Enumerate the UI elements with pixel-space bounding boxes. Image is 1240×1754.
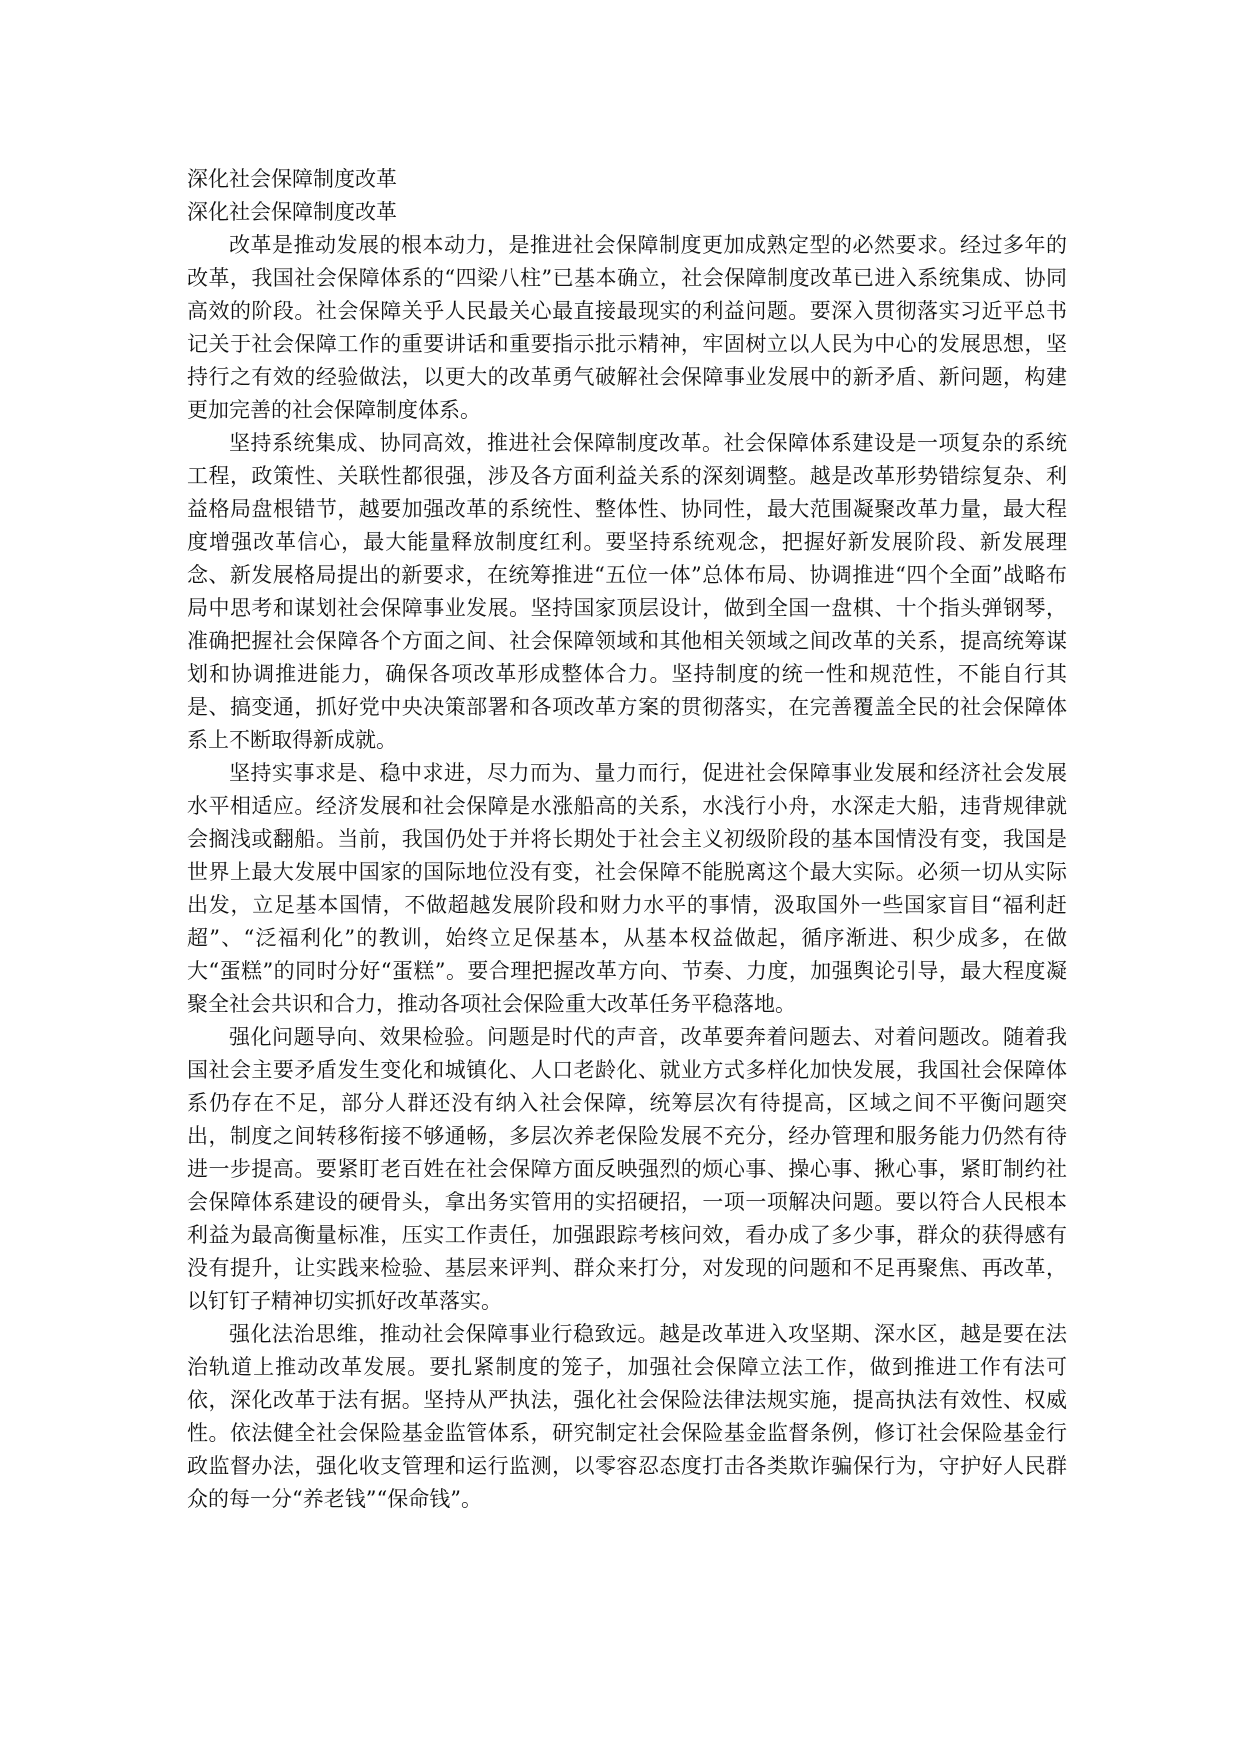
document-body [187, 163, 1067, 1516]
paragraph-1: 改革是推动发展的根本动力，是推进社会保障制度更加成熟定型的必然要求。经过多年的改革，我国社会保障体系的“四梁八柱”已基本确立，社会保障制度改革已进入系统集成、协同高效的阶段。社会保障关乎人民最关心最直接最现实的利益问题。要深入贯彻落实习近平总书记关于社会保障工作的重要讲话和重要指示批示精神，牢固树立以人民为中心的发展思想，坚持行之有效的经验做法，以更大的改革勇气破解社会保障事业发展中的新矛盾、新问题，构建更加完善的社会保障制度体系。 [187, 233, 1067, 422]
paragraph-4: 强化问题导向、效果检验。问题是时代的声音，改革要奔着问题去、对着问题改。随着我国社会主要矛盾发生变化和城镇化、人口老龄化、就业方式多样化加快发展，我国社会保障体系仍存在不足，部分人群还没有纳入社会保障，统筹层次有待提高，区域之间不平衡问题突出，制度之间转移衔接不够通畅，多层次养老保险发展不充分，经办管理和服务能力仍然有待进一步提高。要紧盯老百姓在社会保障方面反映强烈的烦心事、操心事、揪心事，紧盯制约社会保障体系建设的硬骨头，拿出务实管用的实招硬招，一项一项解决问题。要以符合人民根本利益为最高衡量标准，压实工作责任，加强跟踪考核问效，看办成了多少事，群众的获得感有没有提升，让实践来检验、基层来评判、群众来打分，对发现的问题和不足再聚焦、再改革，以钉钉子精神切实抓好改革落实。 [187, 1025, 1067, 1313]
paragraph-5: 强化法治思维，推动社会保障事业行稳致远。越是改革进入攻坚期、深水区，越是要在法治轨道上推动改革发展。要扎紧制度的笼子，加强社会保障立法工作，做到推进工作有法可依，深化改革于法有据。坚持从严执法，强化社会保险法律法规实施，提高执法有效性、权威性。依法健全社会保险基金监管体系，研究制定社会保险基金监督条例，修订社会保险基金行政监督办法，强化收支管理和运行监测，以零容忍态度打击各类欺诈骗保行为，守护好人民群众的每一分“养老钱”“保命钱”。 [187, 1322, 1067, 1511]
document-title: 深化社会保障制度改革 [187, 167, 397, 191]
document-subtitle: 深化社会保障制度改革 [187, 200, 397, 224]
paragraph-2: 坚持系统集成、协同高效，推进社会保障制度改革。社会保障体系建设是一项复杂的系统工程，政策性、关联性都很强，涉及各方面利益关系的深刻调整。越是改革形势错综复杂、利益格局盘根错节，越要加强改革的系统性、整体性、协同性，最大范围凝聚改革力量，最大程度增强改革信心，最大能量释放制度红利。要坚持系统观念，把握好新发展阶段、新发展理念、新发展格局提出的新要求，在统筹推进“五位一体”总体布局、协调推进“四个全面”战略布局中思考和谋划社会保障事业发展。坚持国家顶层设计，做到全国一盘棋、十个指头弹钢琴，准确把握社会保障各个方面之间、社会保障领域和其他相关领域之间改革的关系，提高统筹谋划和协调推进能力，确保各项改革形成整体合力。坚持制度的统一性和规范性，不能自行其是、搞变通，抓好党中央决策部署和各项改革方案的贯彻落实，在完善覆盖全民的社会保障体系上不断取得新成就。 [187, 431, 1067, 752]
paragraph-3: 坚持实事求是、稳中求进，尽力而为、量力而行，促进社会保障事业发展和经济社会发展水平相适应。经济发展和社会保障是水涨船高的关系，水浅行小舟，水深走大船，违背规律就会搁浅或翻船。当前，我国仍处于并将长期处于社会主义初级阶段的基本国情没有变，我国是世界上最大发展中国家的国际地位没有变，社会保障不能脱离这个最大实际。必须一切从实际出发，立足基本国情，不做超越发展阶段和财力水平的事情，汲取国外一些国家盲目“福利赶超”、“泛福利化”的教训，始终立足保基本，从基本权益做起，循序渐进、积少成多，在做大“蛋糕”的同时分好“蛋糕”。要合理把握改革方向、节奏、力度，加强舆论引导，最大程度凝聚全社会共识和合力，推动各项社会保险重大改革任务平稳落地。 [187, 761, 1067, 1016]
